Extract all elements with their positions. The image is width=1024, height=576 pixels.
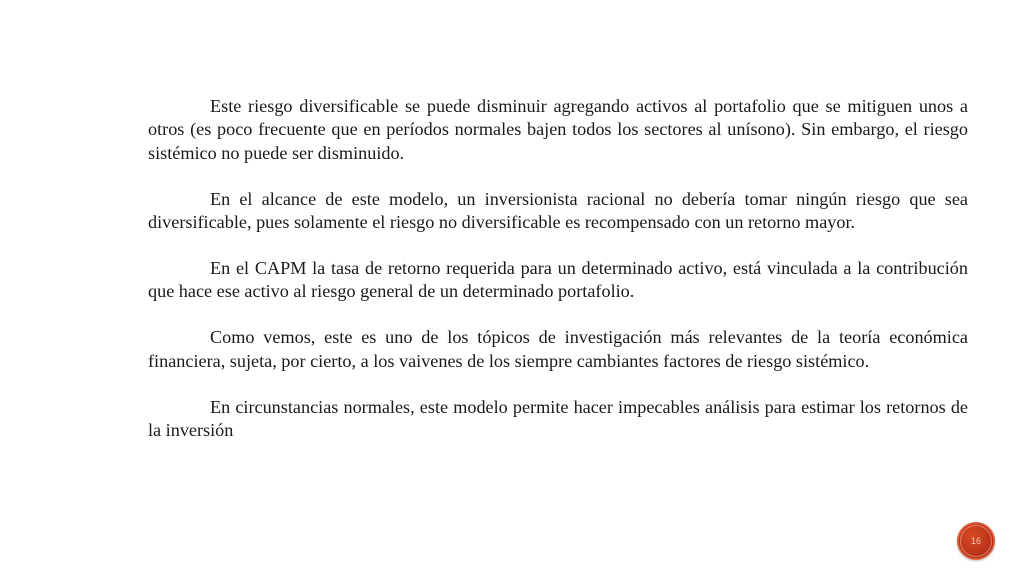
- paragraph-research-topic: Como vemos, este es uno de los tópicos de investigación más relevantes de la teoría económica financiera, sujeta, por cierto, a los vaivenes de los siempre cambiantes factores de riesgo sistémico.: [148, 327, 968, 371]
- paragraph-normal-circumstances: En circunstancias normales, este modelo permite hacer impecables análisis para estimar los retornos de la inversión: [148, 396, 968, 441]
- slide-body-text: [148, 95, 968, 442]
- paragraph-capm-return: En el CAPM la tasa de retorno requerida para un determinado activo, está vinculada a la contribución que hace ese activo al riesgo general de un determinado portafolio.: [148, 258, 968, 302]
- paragraph-rational-investor: En el alcance de este modelo, un inversionista racional no debería tomar ningún riesgo que sea diversificable, pues solamente el riesgo no diversificable es recompensado con un retorno mayor.: [148, 188, 968, 233]
- paragraph-diversifiable-risk: Este riesgo diversificable se puede disminuir agregando activos al portafolio que se mitiguen unos a otros (es poco frecuente que en períodos normales bajen todos los sectores al unísono). Sin embargo, el riesgo sistémico no puede ser disminuido.: [148, 96, 968, 163]
- page-number-badge: [957, 522, 995, 560]
- page-number: 16: [970, 536, 981, 546]
